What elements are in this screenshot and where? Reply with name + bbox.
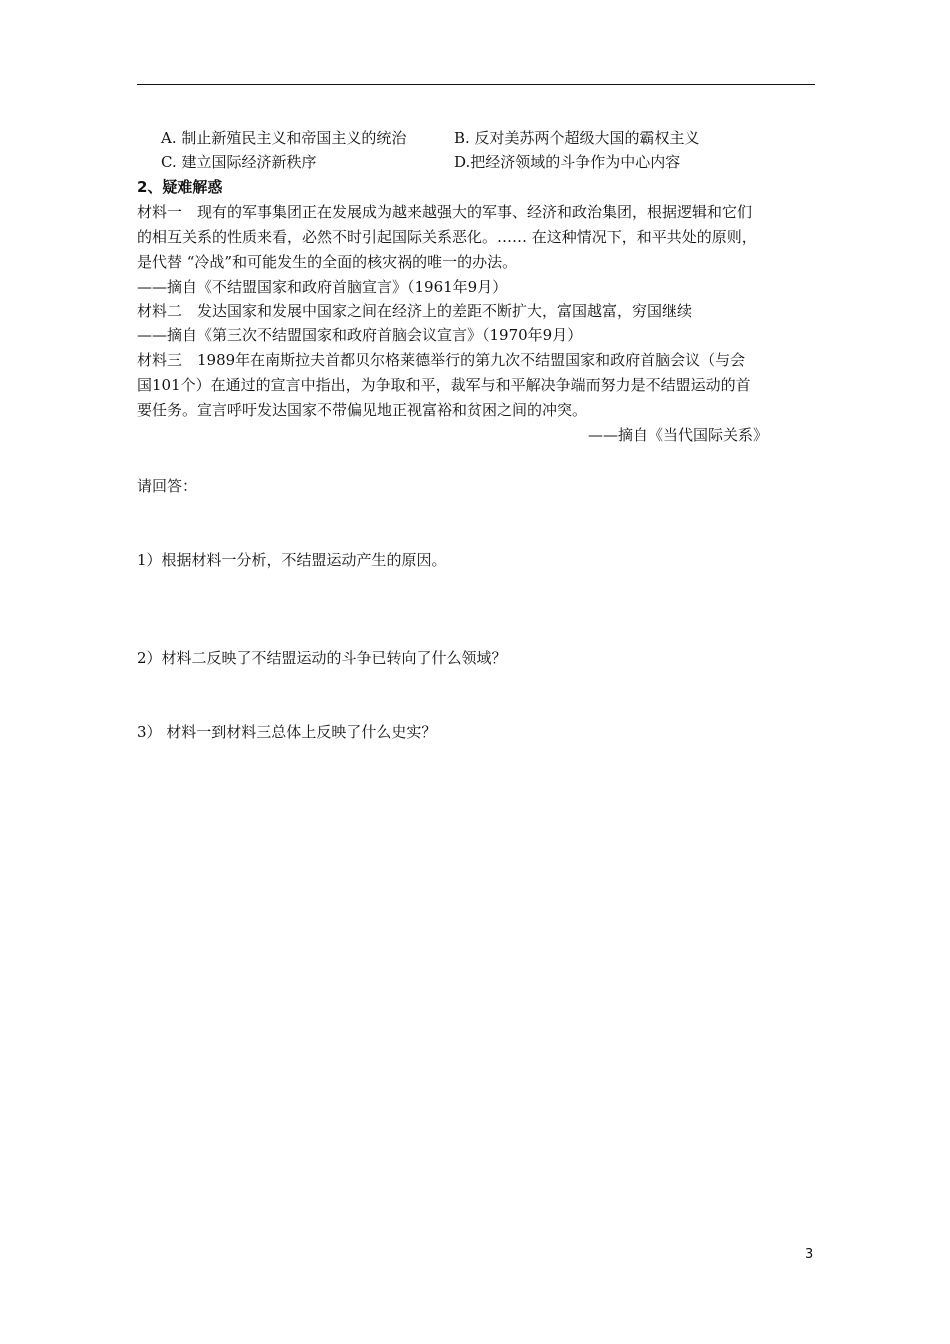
section-heading: 2、疑难解惑 <box>137 178 223 196</box>
question-1: 1）根据材料一分析，不结盟运动产生的原因。 <box>137 551 447 569</box>
material1-line1: 材料一 现有的军事集团正在发展成为越来越强大的军事、经济和政治集团，根据逻辑和它们 <box>137 203 753 221</box>
material3-line2: 国101个）在通过的宣言中指出，为争取和平，裁军与和平解决争端而努力是不结盟运动的首 <box>137 376 751 394</box>
option-b: B. 反对美苏两个超级大国的霸权主义 <box>454 129 700 147</box>
material1-source: ——摘自《不结盟国家和政府首脑宣言》（1961年9月） <box>137 278 508 296</box>
question-3: 3） 材料一到材料三总体上反映了什么史实？ <box>137 723 437 741</box>
page-number: 3 <box>805 1247 814 1262</box>
material3-line3: 要任务。宣言呼吁发达国家不带偏见地正视富裕和贫困之间的冲突。 <box>137 401 588 419</box>
material3-source: ——摘自《当代国际关系》 <box>588 426 769 444</box>
header-rule <box>137 84 815 85</box>
material3-line1: 材料三 1989年在南斯拉夫首都贝尔格莱德举行的第九次不结盟国家和政府首脑会议（与会 <box>137 351 746 369</box>
option-c: C. 建立国际经济新秩序 <box>161 153 317 171</box>
material2-line1: 材料二 发达国家和发展中国家之间在经济上的差距不断扩大，富国越富，穷国继续 <box>137 302 693 320</box>
answer-prompt: 请回答： <box>137 477 198 495</box>
option-a: A. 制止新殖民主义和帝国主义的统治 <box>161 129 407 147</box>
material1-line3: 是代替 “冷战”和可能发生的全面的核灾祸的唯一的办法。 <box>137 253 518 271</box>
option-d: D.把经济领域的斗争作为中心内容 <box>454 153 681 171</box>
question-2: 2）材料二反映了不结盟运动的斗争已转向了什么领域？ <box>137 649 507 667</box>
material1-line2: 的相互关系的性质来看，必然不时引起国际关系恶化。…… 在这种情况下，和平共处的原则， <box>137 228 757 246</box>
material2-source: ——摘自《第三次不结盟国家和政府首脑会议宣言》（1970年9月） <box>137 326 583 344</box>
